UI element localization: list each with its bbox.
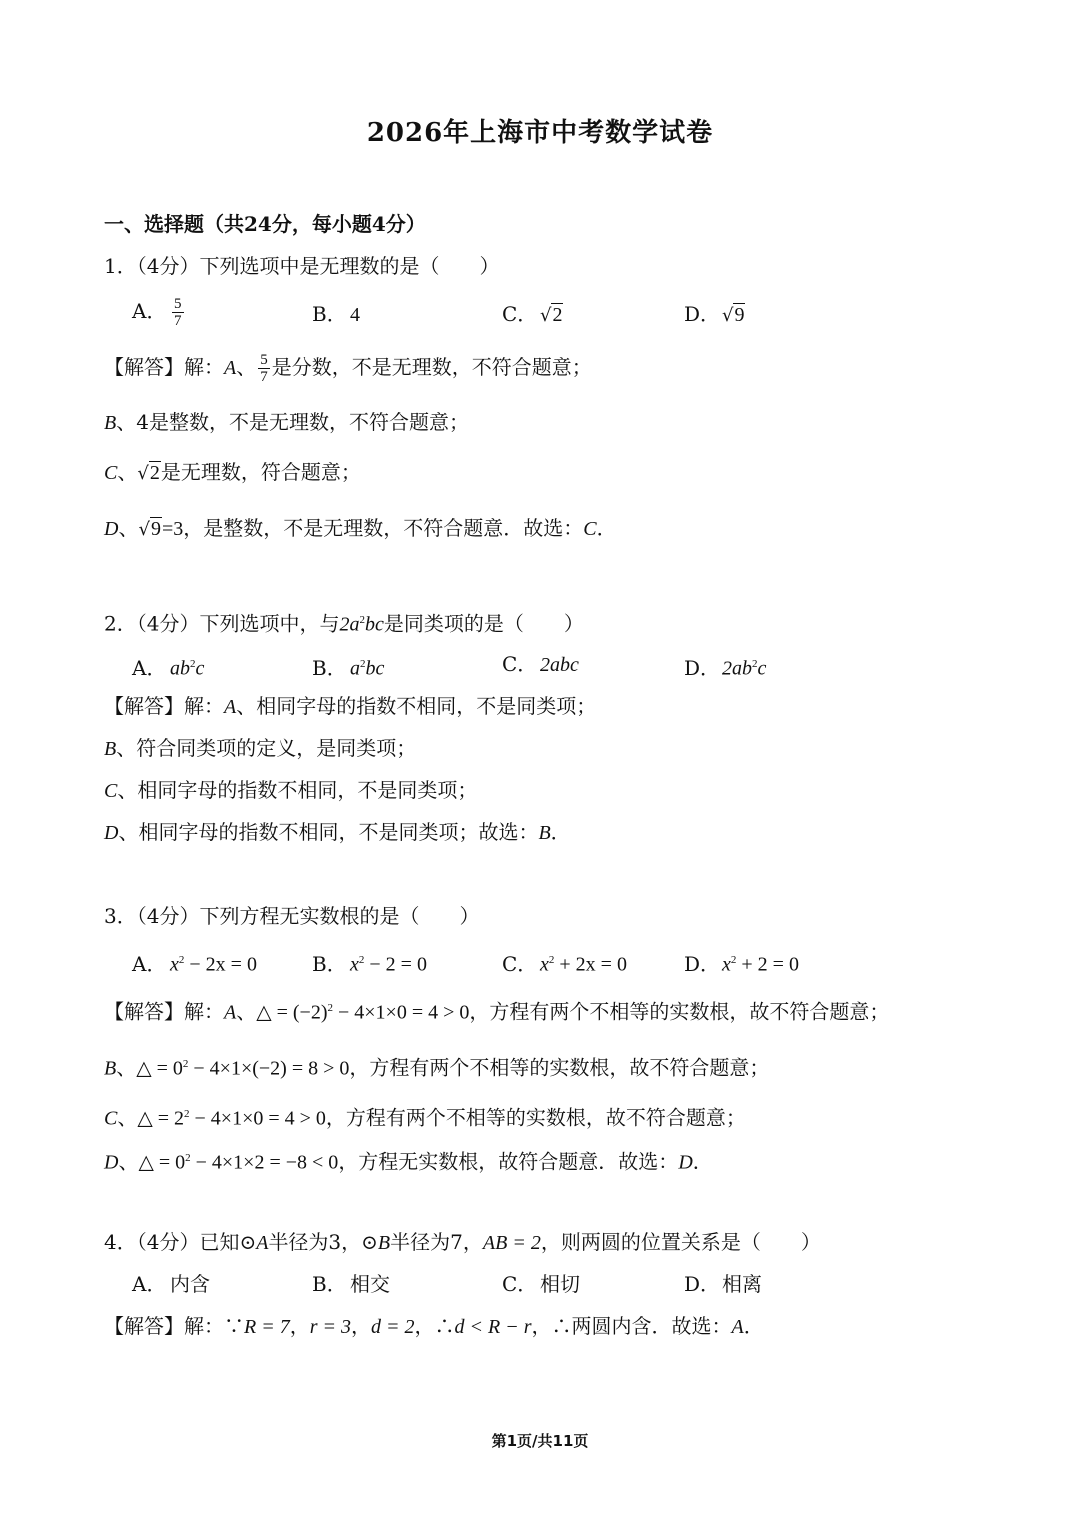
q1-answer-c: C、√2是无理数，符合题意； — [104, 460, 361, 484]
question-3-stem: 3．（4分）下列方程无实数根的是（ ） — [104, 904, 480, 928]
q2-answer-c: C、相同字母的指数不相同，不是同类项； — [104, 778, 478, 802]
q1-answer-a: 【解答】解：A、 $\frac{5}{7}$ 是分数，不是无理数，不符合题意； — [104, 352, 592, 385]
question-1-options — [132, 296, 992, 336]
question-3-options — [132, 946, 992, 986]
section-heading: 一、选择题（共24分，每小题4分） — [104, 212, 426, 236]
q1-option-c: C． √2 — [502, 302, 563, 326]
q3-answer-d: D、△ = $0^2 - 4\times 1\times 2 = -8 < 0$，方程无实数根，故符合题意．故选：D． — [104, 1149, 713, 1174]
question-2-options — [132, 650, 992, 690]
q2-option-b: B． $a^2bc$ — [312, 655, 385, 680]
q3-answer-a: 【解答】解：A、△ = $(-2)^2 - 4\times 1\times 0 = 4 > 0$，方程有两个不相等的实数根，故不符合题意； — [104, 999, 890, 1024]
q1-option-a: A． $\frac{5}{7}$ — [132, 296, 182, 329]
page-number: 第1页/共11页 — [491, 1432, 589, 1450]
q1-answer-d: D、√9=3，是整数，不是无理数，不符合题意．故选：C． — [104, 516, 617, 540]
q3-answer-b: B、△ = $0^2 - 4\times 1\times(-2) = 8 > 0$，方程有两个不相等的实数根，故不符合题意； — [104, 1055, 770, 1080]
q4-option-a: A． 内含 — [132, 1272, 210, 1296]
q3-option-a: A． $x^2 - 2x = 0$ — [132, 951, 257, 976]
question-4-stem: 4．（4分）已知⊙A半径为3，⊙B半径为7，AB = 2，则两圆的位置关系是（ ） — [104, 1230, 821, 1254]
q3-answer-c: C、△ = $2^2 - 4\times 1\times 0 = 4 > 0$，方程有两个不相等的实数根，故不符合题意； — [104, 1105, 746, 1130]
q2-answer-b: B、符合同类项的定义，是同类项； — [104, 736, 417, 760]
page-title: 2026年上海市中考数学试卷 — [366, 118, 714, 148]
q1-option-b: B． 4 — [312, 302, 360, 326]
fraction: $\frac{5}{7}$ — [174, 296, 182, 329]
q4-option-c: C． 相切 — [502, 1272, 580, 1296]
question-4-options — [132, 1270, 992, 1310]
q3-option-c: C． $x^2 + 2x = 0$ — [502, 951, 627, 976]
q3-option-b: B． $x^2 - 2 = 0$ — [312, 951, 427, 976]
q2-answer-a: 【解答】解：A、相同字母的指数不相同，不是同类项； — [104, 694, 597, 718]
q2-answer-d: D、相同字母的指数不相同，不是同类项；故选：B． — [104, 820, 571, 844]
q1-answer-b: B、4是整数，不是无理数，不符合题意； — [104, 410, 469, 434]
q2-option-c: C． 2abc — [502, 652, 579, 676]
q1-option-d: D． √9 — [684, 302, 745, 326]
q4-option-b: B． 相交 — [312, 1272, 390, 1296]
q4-option-d: D．相离 — [684, 1272, 762, 1296]
question-1-stem: 1．（4分）下列选项中是无理数的是（ ） — [104, 254, 500, 278]
q2-option-d: D．$2ab^2c$ — [684, 655, 767, 680]
q3-option-d: D．$x^2 + 2 = 0$ — [684, 951, 799, 976]
q4-answer: 【解答】解：∵R = 7，r = 3，d = 2，∴d < R − r，∴两圆内含．故选：A． — [104, 1314, 764, 1338]
q2-option-a: A． $ab^2c$ — [132, 655, 205, 680]
question-2-stem: 2．（4分）下列选项中，与$2a^2bc$是同类项的是（ ） — [104, 611, 584, 636]
